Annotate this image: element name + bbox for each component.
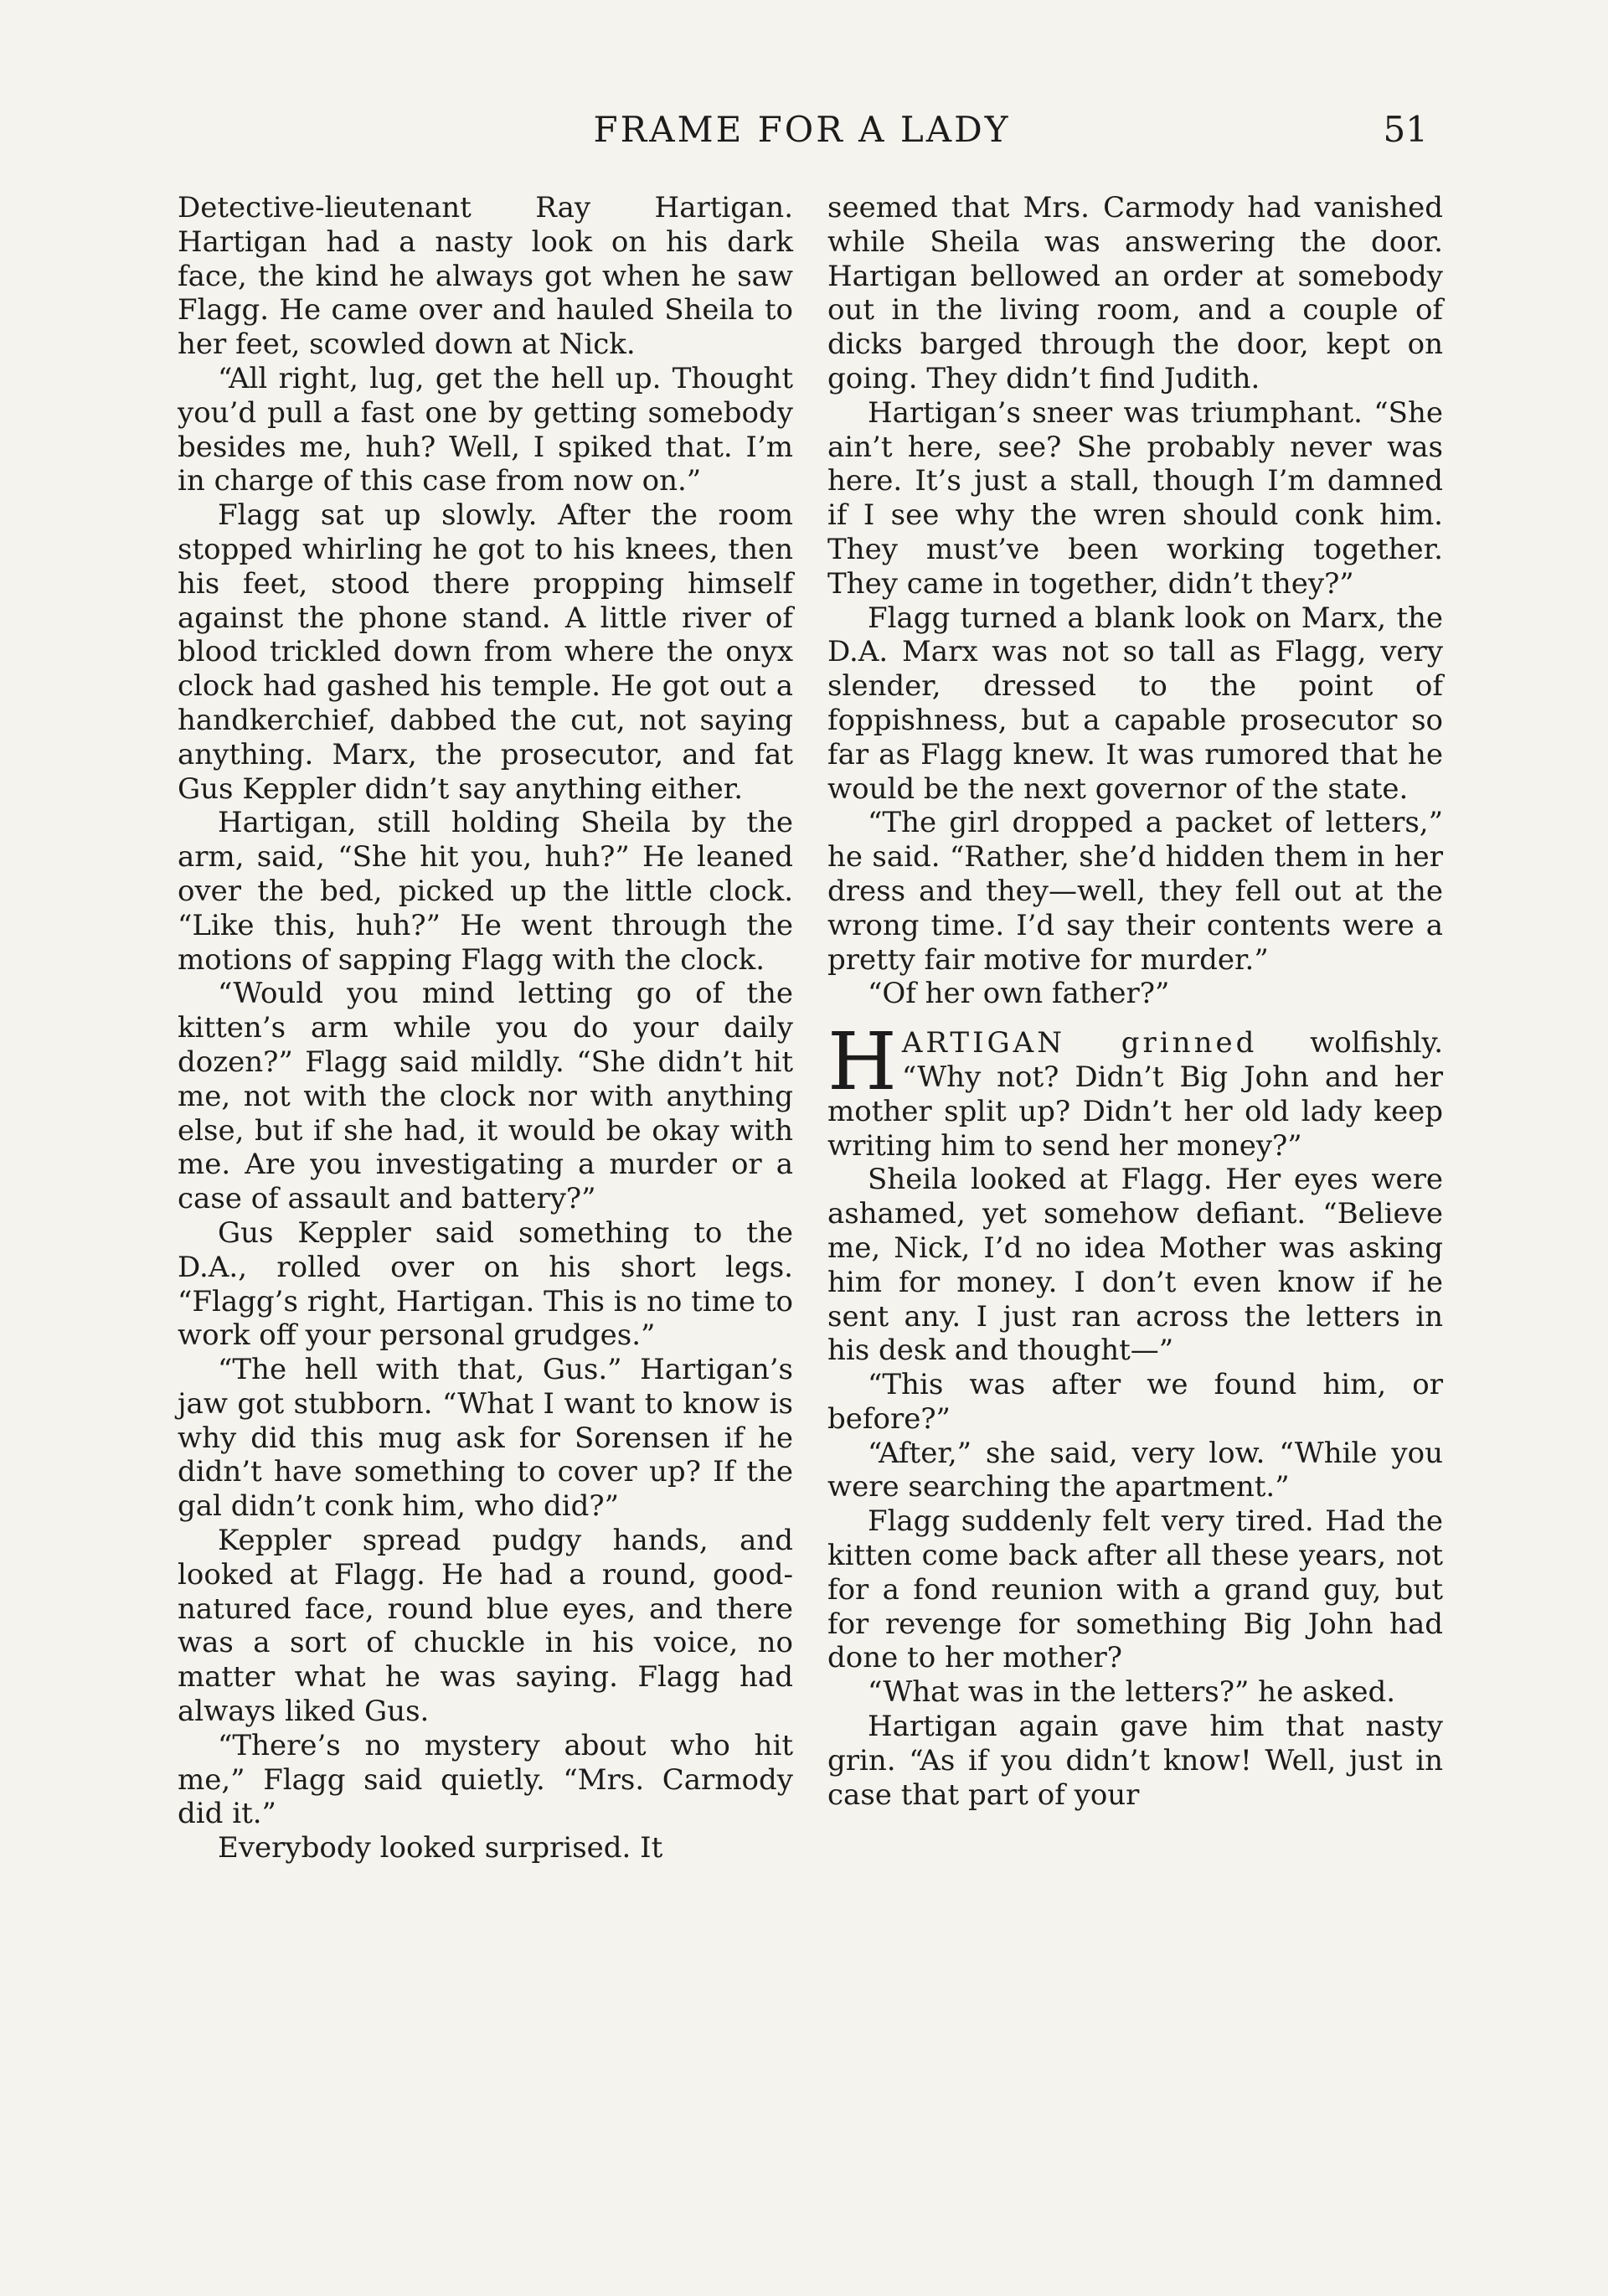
paragraph: Everybody looked surprised. It <box>218 1831 663 1865</box>
paragraph: Flagg turned a blank look on Marx, the D.A. Marx was not so tall as Flagg, very slender, dressed to the point of foppishness, but a capable prosecutor so far as Flagg knew. It was rumored that he would be the next governor of the state. <box>827 601 1443 806</box>
drop-cap: H <box>827 1016 897 1109</box>
running-title: FRAME FOR A LADY <box>593 109 1011 150</box>
paragraph: “After,” she said, very low. “While you were searching the apartment.” <box>827 1436 1443 1504</box>
right-column <box>827 191 1443 1812</box>
paragraph: “Would you mind letting go of the kitten’s arm while you do your daily dozen?” Flagg said mildly. “She didn’t hit me, not with the clock nor with anything else, but if she had, it would be okay with me. Are you investigating a murder or a case of assault and battery?” <box>178 977 793 1216</box>
paragraph: Hartigan again gave him that nasty grin. “As if you didn’t know! Well, just in case that part of your <box>827 1710 1443 1812</box>
opening-text: wolfishly. “Why not? Didn’t Big John and her mother split up? Didn’t her old lady keep writing him to send her money?” <box>827 1026 1443 1163</box>
running-head <box>176 109 1428 159</box>
opening-caps: ARTIGAN grinned <box>901 1026 1258 1060</box>
section-opening-paragraph <box>827 1016 1443 1163</box>
paragraph: “The hell with that, Gus.” Hartigan’s jaw got stubborn. “What I want to know is why did this mug ask for Sorensen if he didn’t have something to cover up? If the gal didn’t conk him, who did?” <box>178 1353 793 1524</box>
paragraph: “There’s no mystery about who hit me,” Flagg said quietly. “Mrs. Carmody did it.” <box>178 1728 793 1831</box>
paragraph: Flagg sat up slowly. After the room stopped whirling he got to his knees, then his feet, stood there propping himself against the phone stand. A little river of blood trickled down from where the onyx clock had gashed his temple. He got out a handkerchief, dabbed the cut, not saying anything. Marx, the prosecutor, and fat Gus Keppler didn’t say anything either. <box>178 498 793 806</box>
paragraph: Detective-lieutenant Ray Hartigan. Hartigan had a nasty look on his dark face, the kind he always got when he saw Flagg. He came over and hauled Sheila to her feet, scowled down at Nick. <box>178 191 793 362</box>
paragraph: Hartigan, still holding Sheila by the arm, said, “She hit you, huh?” He leaned over the bed, picked up the little clock. “Like this, huh?” He went through the motions of sapping Flagg with the clock. <box>178 806 793 977</box>
paragraph: “What was in the letters?” he asked. <box>868 1675 1396 1710</box>
paragraph: Gus Keppler said something to the D.A., rolled over on his short legs. “Flagg’s right, Hartigan. This is no time to work off your personal grudges.” <box>178 1215 793 1353</box>
paragraph: “Of her own father?” <box>868 977 1170 1011</box>
left-column <box>178 191 793 1865</box>
paragraph: “The girl dropped a packet of letters,” he said. “Rather, she’d hidden them in her dress and they—well, they fell out at the wrong time. I’d say their contents were a pretty fair motive for murder.” <box>827 806 1443 977</box>
paragraph: Keppler spread pudgy hands, and looked at Flagg. He had a round, good-natured face, round blue eyes, and there was a sort of chuckle in his voice, no matter what he was saying. Flagg had always liked Gus. <box>178 1524 793 1729</box>
page-number: 51 <box>1383 109 1428 150</box>
paragraph-continuation: seemed that Mrs. Carmody had vanished while Sheila was answering the door. Hartigan bellowed an order at somebody out in the living room, and a couple of dicks barged through the door, kept on going. They didn’t find Judith. <box>827 191 1443 395</box>
paragraph: “This was after we found him, or before?” <box>827 1368 1443 1436</box>
paragraph: Hartigan’s sneer was triumphant. “She ain’t here, see? She probably never was here. It’s just a stall, though I’m damned if I see why the wren should conk him. They must’ve been working together. They came in together, didn’t they?” <box>827 395 1443 601</box>
paragraph: “All right, lug, get the hell up. Thought you’d pull a fast one by getting somebody besides me, huh? Well, I spiked that. I’m in charge of this case from now on.” <box>178 361 793 498</box>
paragraph: Sheila looked at Flagg. Her eyes were ashamed, yet somehow defiant. “Believe me, Nick, I’d no idea Mother was asking him for money. I don’t even know if he sent any. I just ran across the letters in his desk and thought—” <box>827 1163 1443 1368</box>
paragraph: Flagg suddenly felt very tired. Had the kitten come back after all these years, not for a fond reunion with a grand guy, but for revenge for something Big John had done to her mother? <box>827 1504 1443 1675</box>
